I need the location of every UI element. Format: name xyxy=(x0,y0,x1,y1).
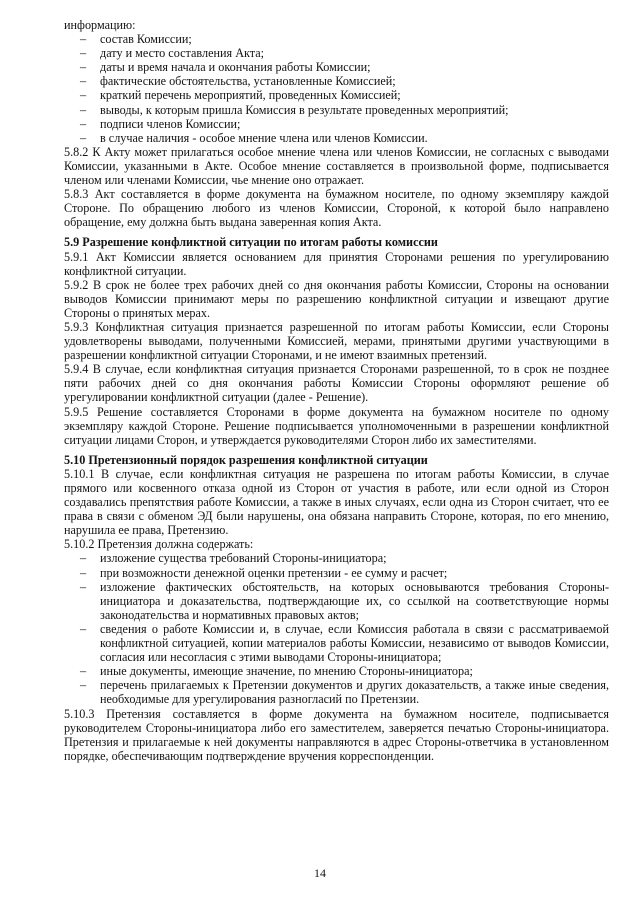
lead-text: информацию: xyxy=(64,18,136,32)
list-item: – в случае наличия - особое мнение члена или членов Комиссии. xyxy=(64,131,609,145)
list-item: – даты и время начала и окончания работы Комиссии; xyxy=(64,60,609,74)
paragraph-5-9-4: 5.9.4 В случае, если конфликтная ситуация признается Сторонами разрешенной, то в срок не позднее пяти рабочих дней со дня окончания работы Комиссии Стороны оформляют решение об урегулировании конфликтной ситуации (далее - Решение). xyxy=(64,362,609,405)
paragraph-5-9-2: 5.9.2 В срок не более трех рабочих дней со дня окончания работы Комиссии, Стороны на основании выводов Комиссии принимают меры по разрешению конфликтной ситуации и извещают другие Стороны о принятых мерах. xyxy=(64,277,609,320)
list-item: – состав Комиссии; xyxy=(64,32,609,46)
section-heading-5-10: 5.10 Претензионный порядок разрешения конфликтной ситуации xyxy=(64,452,428,467)
list-item: – сведения о работе Комиссии и, в случае, если Комиссия работала в связи с рассматриваемой конфликтной ситуацией, копии материалов работы Комиссии, независимо от выводов Комиссии, согласия или несогласия с этими выводами Стороны-инициатора; xyxy=(64,622,609,664)
list-item: – иные документы, имеющие значение, по мнению Стороны-инициатора; xyxy=(64,664,609,678)
paragraph-5-8-2: 5.8.2 К Акту может прилагаться особое мнение члена или членов Комиссии, не согласных с выводами Комиссии, указанными в Акте. Особое мнение составляется в произвольной форме, подписывается членом или членами Комиссии, чье мнение оно отражает. xyxy=(64,144,609,188)
paragraph-5-10-3: 5.10.3 Претензия составляется в форме документа на бумажном носителе, подписывается руководителем Стороны-инициатора либо его заместителем, заверяется печатью Стороны-инициатора. Претензия и прилагаемые к ней документы направляются в адрес Стороны-ответчика в установленном порядке, обеспечивающим подтверждение вручения корреспонденции. xyxy=(64,706,609,763)
paragraph-5-9-3: 5.9.3 Конфликтная ситуация признается разрешенной по итогам работы Комиссии, если Стороны удовлетворены выводами, полученными Комиссией, мерами, принятыми другими участвующими в разрешении конфликтной ситуации Сторонами, и не имеют взаимных претензий. xyxy=(64,319,609,363)
section-heading-5-9: 5.9 Разрешение конфликтной ситуации по итогам работы комиссии xyxy=(64,235,438,250)
act-contents-list xyxy=(64,32,609,145)
list-item: – изложение фактических обстоятельств, на которых основываются требования Стороны-инициатора и доказательства, подтверждающие их, со ссылкой на соответствующие нормы законодательства и нормативных правовых актов; xyxy=(64,580,609,622)
claim-contents-list xyxy=(64,551,609,706)
list-item: – дату и место составления Акта; xyxy=(64,46,609,60)
list-item: – выводы, к которым пришла Комиссия в результате проведенных мероприятий; xyxy=(64,103,609,117)
paragraph-5-10-1: 5.10.1 В случае, если конфликтная ситуация не разрешена по итогам работы Комиссии, в случае прямого или косвенного отказа одной из Сторон от участия в работе, или если одной из Сторон создавались препятствия работе Комиссии, а также в иных случаях, если одна из Сторон считает, что ее права в связи с обменом ЭД были нарушены, она обязана направить Стороне, которая, по его мнению, нарушила ее права, Претензию. xyxy=(64,466,609,538)
page-number: 14 xyxy=(314,866,326,880)
paragraph-5-10-2: 5.10.2 Претензия должна содержать: xyxy=(64,537,254,552)
list-item: – изложение существа требований Стороны-инициатора; xyxy=(64,551,609,565)
paragraph-5-9-1: 5.9.1 Акт Комиссии является основанием для принятия Сторонами решения по урегулированию конфликтной ситуации. xyxy=(64,249,609,278)
document-page xyxy=(64,18,609,763)
paragraph-5-8-3: 5.8.3 Акт составляется в форме документа на бумажном носителе, по одному экземпляру каждой Стороне. По обращению любого из членов Комиссии, Стороной, к которой было направлено обращение, ему должна быть выдана заверенная копия Акта. xyxy=(64,187,609,230)
list-item: – при возможности денежной оценки претензии - ее сумму и расчет; xyxy=(64,566,609,580)
list-item: – подписи членов Комиссии; xyxy=(64,117,609,131)
paragraph-5-9-5: 5.9.5 Решение составляется Сторонами в форме документа на бумажном носителе по одному экземпляру каждой Стороне. Решение подписывается уполномоченными в разрешении конфликтной ситуации лицами Сторон, и утверждается руководителями Сторон либо их заместителями. xyxy=(64,404,609,447)
list-item: – фактические обстоятельства, установленные Комиссией; xyxy=(64,74,609,88)
list-item: – перечень прилагаемых к Претензии документов и других доказательств, а также иные сведения, необходимые для урегулирования разногласий по Претензии. xyxy=(64,678,609,706)
list-item: – краткий перечень мероприятий, проведенных Комиссией; xyxy=(64,88,609,102)
